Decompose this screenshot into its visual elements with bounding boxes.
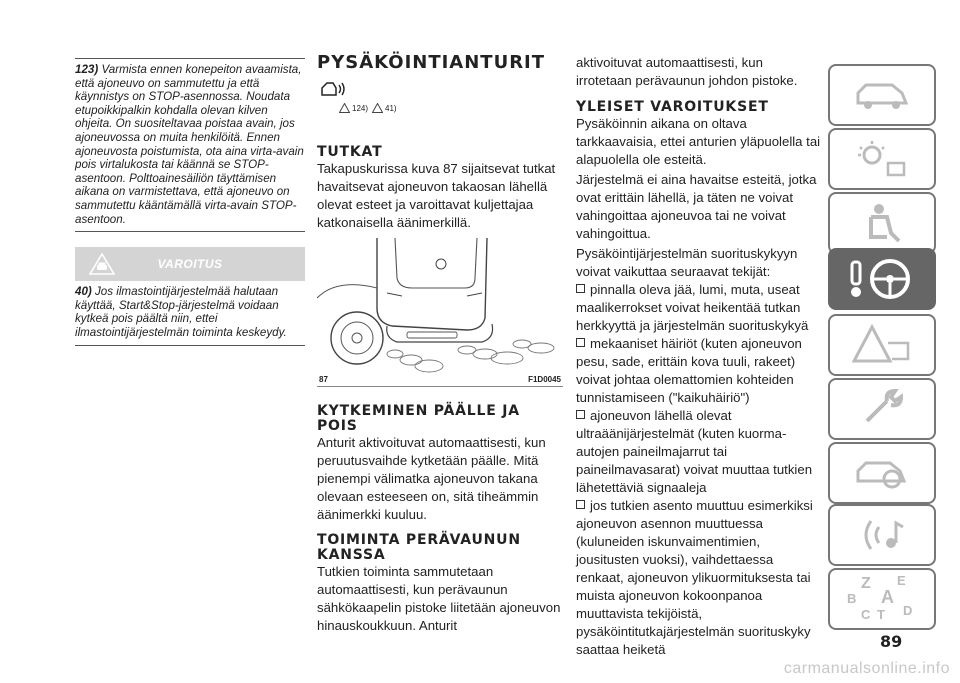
lights-symbols-icon [852, 139, 912, 179]
tab-seat-airbag[interactable] [828, 192, 936, 254]
ref-41: 41) [385, 104, 397, 113]
figure-number: 87 [319, 375, 328, 384]
warning-ref-icon [339, 103, 350, 113]
safety-note [75, 58, 305, 232]
tab-warnings[interactable] [828, 314, 936, 376]
page-title: PYSÄKÖINTIANTURIT [317, 52, 546, 73]
bullet-square-icon [576, 284, 585, 293]
figure-code: F1D0045 [528, 375, 561, 384]
bullet-square-icon [576, 500, 585, 509]
tab-lights-symbols[interactable] [828, 128, 936, 190]
bullet-square-icon [576, 338, 585, 347]
warning-title: VAROITUS [157, 257, 223, 272]
section-title-activation: KYTKEMINEN PÄÄLLE JA POIS [317, 403, 520, 434]
ref-124: 124) [352, 104, 369, 113]
right-column [576, 54, 821, 659]
middle-column [317, 52, 563, 635]
bullet-item: jos tutkien asento muuttuu esimerkiksi ajoneuvon asennon muuttuessa (kuluneiden iskunvaimentimien, jousitusten vuoksi), vaihdettaessa renkaat, ajoneuvon ylikuormituksesta tai muista ajoneuvon kokoonpanoa muuttavista tekijöistä, pysäköintitutkajärjestelmän suorituskyky saattaa heiketä [576, 498, 813, 657]
bullet-item: pinnalla oleva jää, lumi, muta, useat maalikerrokset voivat heikentää tutkan herkkyyttä ja järjestelmän suorituskykyä [576, 282, 809, 333]
bullet-item: mekaaniset häiriöt (kuten ajoneuvon pesu, sade, erittäin kova tuuli, rakeet) voivat johtaa olemattomien kohteiden tunnistamiseen ("kaikuhäiriö") [576, 336, 802, 405]
car-dashboard-icon [852, 77, 912, 113]
warning-number: 40) [75, 285, 92, 299]
section-text-trailer: Tutkien toiminta sammutetaan automaattisesti, kun perävaunun sähkökaapelin pistoke liitetään ajoneuvon hinauskoukkuun. Anturit [317, 564, 561, 633]
tab-car-dashboard[interactable] [828, 64, 936, 126]
section-title-trailer: TOIMINTA PERÄVAUNUN KANSSA [317, 532, 521, 563]
paragraph-1: Pysäköinnin aikana on oltava tarkkaavaisia, ettei anturien yläpuolella tai alapuolella ole esteitä. [576, 116, 821, 167]
page-number: 89 [880, 632, 903, 651]
left-column [75, 58, 305, 346]
paragraph-3: Pysäköintijärjestelmän suorituskykyyn voivat vaikuttaa seuraavat tekijät: [576, 246, 798, 279]
wrench-icon [857, 387, 907, 431]
symbol-row [317, 73, 563, 117]
section-text-activation: Anturit aktivoituvat automaattisesti, kun peruutusvaihde kytketään päälle. Mitä pienempi välimatka ajoneuvon takana olevaan esteeseen on, sitä tiheämmin äänimerkki kuuluu. [317, 435, 546, 522]
tab-alphabetical-index[interactable] [828, 568, 936, 630]
tab-technical-data[interactable] [828, 442, 936, 504]
warning-note [75, 281, 305, 345]
car-rear-illustration [317, 238, 563, 378]
bullet-item: ajoneuvon lähellä olevat ultraäänijärjestelmät (kuten kuorma-autojen paineilmajarrut tai paineilmavasarat) voivat muuttaa tutkien lähetettäviä signaaleja [576, 408, 813, 495]
tab-key-steering[interactable] [828, 248, 936, 310]
section-title-general-warnings: YLEISET VAROITUKSET [576, 99, 769, 115]
tab-maintenance[interactable] [828, 378, 936, 440]
warning-triangle-icon [852, 323, 912, 367]
watermark: carmanualsonline.info [783, 660, 950, 677]
multimedia-icon [857, 513, 907, 557]
continued-text: aktivoituvat automaattisesti, kun irrotetaan perävaunun johdon pistoke. [576, 55, 798, 88]
warning-header [75, 247, 305, 281]
section-title-radars: TUTKAT [317, 144, 383, 160]
note-number: 123) [75, 63, 99, 76]
technical-data-icon [852, 451, 912, 495]
key-steering-wheel-icon [842, 256, 922, 302]
parking-sensor-icon [319, 79, 349, 99]
caution-ref-icon [372, 103, 383, 113]
alphabet-index-icon: Z E B A C D T [847, 573, 913, 622]
bullet-square-icon [576, 410, 585, 419]
note-text: Varmista ennen konepeiton avaamista, että ajoneuvo on sammutettu ja että käynnistys on STOP-asennossa. Noudata etupoikkipalkin kohdalla olevan kilven ohjeita. On suositeltavaa poistaa avain, jos ajoneuvossa on muita henkilöitä. Ennen ajoneuvosta poistumista, ota aina virta-avain pois virtalukosta tai käännä se STOP-asentoon. Polttoainesäiliön täyttämisen aikana on varmistettava, että ajoneuvo on sammutettu kääntämällä virta-avain STOP-asentoon. [75, 63, 304, 226]
figure-87 [317, 238, 563, 387]
seat-airbag-icon [857, 201, 907, 245]
tab-multimedia[interactable] [828, 504, 936, 566]
warning-text: Jos ilmastointijärjestelmää halutaan käyttää, Start&Stop-järjestelmä voidaan kytkeä pois päältä niin, ettei ilmastointijärjestelmän toiminta keskeydy. [75, 285, 287, 339]
section-text-radars: Takapuskurissa kuva 87 sijaitsevat tutkat havaitsevat ajoneuvon takaosan lähellä olevat esteet ja varoittavat kuljettajaa katkonaisella äänimerkillä. [317, 161, 556, 230]
paragraph-2: Järjestelmä ei aina havaitse esteitä, jotka ovat erittäin lähellä, ja täten ne voivat vahingoittaa ajoneuvoa tai ne voivat vahingoittua. [576, 172, 817, 241]
